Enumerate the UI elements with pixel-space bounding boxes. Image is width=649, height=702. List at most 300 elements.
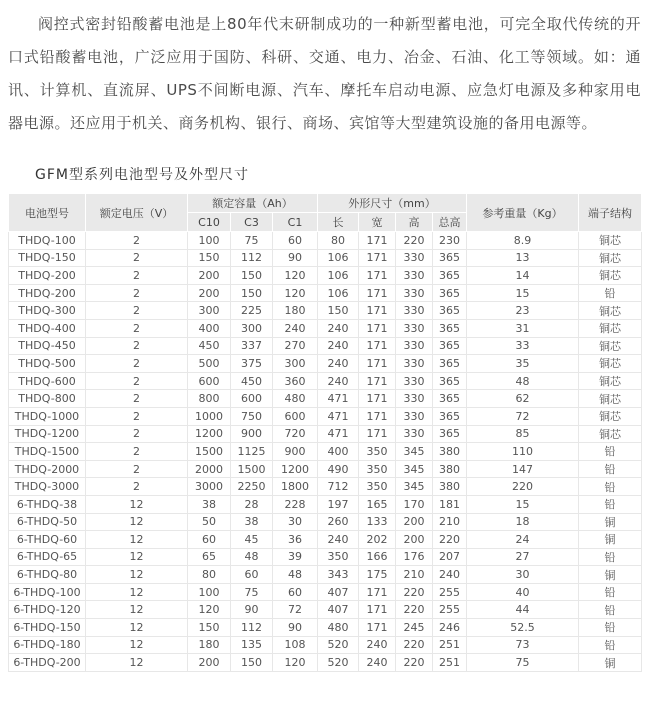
cell-length: 520 [318, 654, 359, 672]
cell-c10: 150 [188, 619, 231, 637]
cell-c3: 38 [231, 513, 273, 531]
cell-c10: 3000 [188, 478, 231, 496]
cell-c1: 60 [273, 583, 318, 601]
cell-width: 350 [359, 460, 396, 478]
cell-voltage: 2 [86, 319, 188, 337]
cell-total-height: 251 [433, 636, 467, 654]
col-header-capacity-group: 额定容量（Ah） [188, 194, 318, 213]
cell-c3: 150 [231, 654, 273, 672]
col-subheader-c3: C3 [231, 213, 273, 232]
cell-total-height: 255 [433, 583, 467, 601]
cell-total-height: 365 [433, 337, 467, 355]
cell-c10: 60 [188, 531, 231, 549]
cell-voltage: 2 [86, 407, 188, 425]
cell-total-height: 365 [433, 425, 467, 443]
table-row [9, 566, 642, 584]
cell-width: 240 [359, 636, 396, 654]
cell-c3: 225 [231, 302, 273, 320]
cell-c3: 337 [231, 337, 273, 355]
cell-total-height: 380 [433, 460, 467, 478]
cell-total-height: 365 [433, 407, 467, 425]
cell-c3: 75 [231, 583, 273, 601]
cell-c1: 720 [273, 425, 318, 443]
cell-height: 210 [396, 566, 433, 584]
cell-c10: 180 [188, 636, 231, 654]
cell-c1: 60 [273, 232, 318, 250]
cell-c1: 90 [273, 619, 318, 637]
table-row [9, 355, 642, 373]
cell-weight: 48 [467, 372, 579, 390]
cell-weight: 27 [467, 548, 579, 566]
cell-c1: 480 [273, 390, 318, 408]
cell-length: 80 [318, 232, 359, 250]
cell-terminal: 铜芯 [579, 302, 642, 320]
cell-height: 176 [396, 548, 433, 566]
cell-c3: 112 [231, 249, 273, 267]
table-row [9, 601, 642, 619]
cell-c3: 1500 [231, 460, 273, 478]
cell-c10: 65 [188, 548, 231, 566]
cell-total-height: 365 [433, 267, 467, 285]
cell-c3: 1125 [231, 443, 273, 461]
cell-c1: 108 [273, 636, 318, 654]
cell-c1: 270 [273, 337, 318, 355]
cell-c10: 1200 [188, 425, 231, 443]
cell-height: 330 [396, 319, 433, 337]
cell-length: 471 [318, 425, 359, 443]
cell-c3: 750 [231, 407, 273, 425]
cell-width: 171 [359, 319, 396, 337]
cell-model: THDQ-3000 [9, 478, 86, 496]
cell-weight: 33 [467, 337, 579, 355]
cell-terminal: 铅 [579, 636, 642, 654]
cell-c1: 600 [273, 407, 318, 425]
cell-c10: 200 [188, 284, 231, 302]
cell-weight: 24 [467, 531, 579, 549]
cell-c1: 72 [273, 601, 318, 619]
cell-c1: 228 [273, 495, 318, 513]
cell-width: 171 [359, 372, 396, 390]
cell-c1: 120 [273, 284, 318, 302]
cell-voltage: 2 [86, 372, 188, 390]
table-row [9, 407, 642, 425]
cell-height: 220 [396, 583, 433, 601]
cell-voltage: 12 [86, 548, 188, 566]
cell-weight: 30 [467, 566, 579, 584]
cell-length: 106 [318, 267, 359, 285]
cell-length: 480 [318, 619, 359, 637]
cell-voltage: 12 [86, 513, 188, 531]
cell-width: 171 [359, 249, 396, 267]
cell-terminal: 铅 [579, 601, 642, 619]
cell-terminal: 铜芯 [579, 267, 642, 285]
cell-c3: 600 [231, 390, 273, 408]
cell-c3: 150 [231, 267, 273, 285]
cell-height: 330 [396, 302, 433, 320]
cell-model: 6-THDQ-100 [9, 583, 86, 601]
cell-c1: 48 [273, 566, 318, 584]
cell-height: 330 [396, 267, 433, 285]
cell-total-height: 210 [433, 513, 467, 531]
cell-length: 240 [318, 337, 359, 355]
cell-terminal: 铅 [579, 478, 642, 496]
cell-length: 260 [318, 513, 359, 531]
cell-c3: 135 [231, 636, 273, 654]
cell-width: 171 [359, 302, 396, 320]
table-row [9, 249, 642, 267]
cell-weight: 75 [467, 654, 579, 672]
cell-c3: 112 [231, 619, 273, 637]
cell-terminal: 铜芯 [579, 355, 642, 373]
col-subheader-c10: C10 [188, 213, 231, 232]
cell-width: 171 [359, 232, 396, 250]
table-row [9, 372, 642, 390]
cell-weight: 110 [467, 443, 579, 461]
cell-c3: 450 [231, 372, 273, 390]
cell-width: 240 [359, 654, 396, 672]
cell-weight: 220 [467, 478, 579, 496]
table-row [9, 232, 642, 250]
cell-c3: 28 [231, 495, 273, 513]
cell-model: THDQ-1500 [9, 443, 86, 461]
cell-length: 490 [318, 460, 359, 478]
table-header [9, 194, 642, 232]
cell-c1: 1200 [273, 460, 318, 478]
cell-terminal: 铅 [579, 495, 642, 513]
cell-c10: 200 [188, 654, 231, 672]
col-header-weight: 参考重量（Kg） [467, 194, 579, 232]
cell-c1: 1800 [273, 478, 318, 496]
cell-weight: 23 [467, 302, 579, 320]
cell-terminal: 铅 [579, 619, 642, 637]
cell-terminal: 铜 [579, 531, 642, 549]
cell-width: 171 [359, 390, 396, 408]
cell-width: 171 [359, 355, 396, 373]
header-row-top [9, 194, 642, 213]
cell-terminal: 铜 [579, 654, 642, 672]
cell-length: 407 [318, 583, 359, 601]
cell-weight: 31 [467, 319, 579, 337]
cell-length: 350 [318, 548, 359, 566]
table-row [9, 284, 642, 302]
cell-height: 200 [396, 531, 433, 549]
table-row [9, 425, 642, 443]
cell-height: 220 [396, 232, 433, 250]
cell-height: 330 [396, 407, 433, 425]
table-row [9, 319, 642, 337]
cell-terminal: 铜芯 [579, 249, 642, 267]
cell-c10: 100 [188, 583, 231, 601]
cell-weight: 13 [467, 249, 579, 267]
cell-length: 712 [318, 478, 359, 496]
cell-c10: 38 [188, 495, 231, 513]
cell-c3: 2250 [231, 478, 273, 496]
cell-height: 345 [396, 443, 433, 461]
col-header-terminal: 端子结构 [579, 194, 642, 232]
cell-height: 345 [396, 478, 433, 496]
cell-terminal: 铅 [579, 548, 642, 566]
col-header-dimensions-group: 外形尺寸（mm） [318, 194, 467, 213]
cell-model: THDQ-600 [9, 372, 86, 390]
cell-height: 330 [396, 425, 433, 443]
cell-terminal: 铜芯 [579, 425, 642, 443]
cell-c10: 300 [188, 302, 231, 320]
table-row [9, 460, 642, 478]
cell-voltage: 2 [86, 390, 188, 408]
cell-model: 6-THDQ-38 [9, 495, 86, 513]
cell-model: THDQ-300 [9, 302, 86, 320]
cell-c10: 200 [188, 267, 231, 285]
cell-length: 150 [318, 302, 359, 320]
cell-weight: 72 [467, 407, 579, 425]
cell-terminal: 铜芯 [579, 337, 642, 355]
cell-height: 330 [396, 355, 433, 373]
cell-weight: 73 [467, 636, 579, 654]
cell-height: 330 [396, 390, 433, 408]
cell-c10: 400 [188, 319, 231, 337]
cell-width: 171 [359, 267, 396, 285]
cell-total-height: 365 [433, 249, 467, 267]
table-row [9, 636, 642, 654]
cell-height: 220 [396, 636, 433, 654]
cell-width: 171 [359, 601, 396, 619]
cell-width: 171 [359, 619, 396, 637]
table-row [9, 619, 642, 637]
cell-height: 170 [396, 495, 433, 513]
cell-model: 6-THDQ-200 [9, 654, 86, 672]
cell-height: 330 [396, 249, 433, 267]
cell-model: 6-THDQ-120 [9, 601, 86, 619]
cell-model: 6-THDQ-60 [9, 531, 86, 549]
cell-voltage: 12 [86, 583, 188, 601]
cell-weight: 18 [467, 513, 579, 531]
cell-c3: 150 [231, 284, 273, 302]
cell-height: 245 [396, 619, 433, 637]
cell-model: THDQ-1200 [9, 425, 86, 443]
cell-width: 171 [359, 425, 396, 443]
col-subheader-height: 高 [396, 213, 433, 232]
cell-c10: 100 [188, 232, 231, 250]
cell-width: 171 [359, 583, 396, 601]
cell-c10: 2000 [188, 460, 231, 478]
cell-total-height: 240 [433, 566, 467, 584]
cell-voltage: 12 [86, 495, 188, 513]
table-row [9, 478, 642, 496]
cell-total-height: 181 [433, 495, 467, 513]
table-row [9, 267, 642, 285]
cell-total-height: 365 [433, 372, 467, 390]
cell-c1: 39 [273, 548, 318, 566]
cell-c3: 300 [231, 319, 273, 337]
cell-height: 330 [396, 337, 433, 355]
cell-voltage: 2 [86, 460, 188, 478]
cell-width: 165 [359, 495, 396, 513]
cell-c3: 90 [231, 601, 273, 619]
col-header-model: 电池型号 [9, 194, 86, 232]
cell-terminal: 铅 [579, 443, 642, 461]
cell-c3: 900 [231, 425, 273, 443]
cell-width: 350 [359, 478, 396, 496]
cell-voltage: 12 [86, 531, 188, 549]
table-body [9, 232, 642, 672]
cell-c3: 75 [231, 232, 273, 250]
cell-width: 202 [359, 531, 396, 549]
cell-c1: 180 [273, 302, 318, 320]
cell-voltage: 2 [86, 232, 188, 250]
cell-length: 520 [318, 636, 359, 654]
cell-c10: 150 [188, 249, 231, 267]
cell-weight: 40 [467, 583, 579, 601]
cell-length: 240 [318, 531, 359, 549]
cell-voltage: 2 [86, 284, 188, 302]
cell-model: THDQ-450 [9, 337, 86, 355]
cell-c1: 900 [273, 443, 318, 461]
table-row [9, 531, 642, 549]
col-subheader-length: 长 [318, 213, 359, 232]
cell-c3: 45 [231, 531, 273, 549]
cell-voltage: 2 [86, 267, 188, 285]
cell-c1: 120 [273, 654, 318, 672]
cell-c10: 800 [188, 390, 231, 408]
cell-length: 197 [318, 495, 359, 513]
cell-terminal: 铜芯 [579, 407, 642, 425]
cell-voltage: 12 [86, 636, 188, 654]
table-row [9, 390, 642, 408]
cell-height: 200 [396, 513, 433, 531]
cell-weight: 85 [467, 425, 579, 443]
cell-terminal: 铅 [579, 284, 642, 302]
cell-terminal: 铅 [579, 460, 642, 478]
cell-total-height: 365 [433, 319, 467, 337]
cell-c1: 300 [273, 355, 318, 373]
cell-total-height: 246 [433, 619, 467, 637]
cell-height: 330 [396, 372, 433, 390]
table-row [9, 302, 642, 320]
cell-weight: 62 [467, 390, 579, 408]
col-header-voltage: 额定电压（V） [86, 194, 188, 232]
cell-width: 171 [359, 337, 396, 355]
cell-model: THDQ-100 [9, 232, 86, 250]
cell-height: 220 [396, 654, 433, 672]
cell-height: 330 [396, 284, 433, 302]
cell-c10: 450 [188, 337, 231, 355]
cell-terminal: 铜芯 [579, 319, 642, 337]
cell-model: THDQ-200 [9, 284, 86, 302]
cell-voltage: 12 [86, 619, 188, 637]
cell-weight: 8.9 [467, 232, 579, 250]
cell-total-height: 365 [433, 390, 467, 408]
cell-total-height: 365 [433, 302, 467, 320]
cell-voltage: 2 [86, 249, 188, 267]
cell-terminal: 铜 [579, 566, 642, 584]
cell-total-height: 255 [433, 601, 467, 619]
table-row [9, 495, 642, 513]
cell-c3: 60 [231, 566, 273, 584]
cell-model: THDQ-800 [9, 390, 86, 408]
cell-c1: 240 [273, 319, 318, 337]
cell-weight: 147 [467, 460, 579, 478]
cell-c10: 120 [188, 601, 231, 619]
cell-width: 171 [359, 284, 396, 302]
cell-voltage: 2 [86, 302, 188, 320]
cell-weight: 52.5 [467, 619, 579, 637]
cell-model: THDQ-200 [9, 267, 86, 285]
cell-voltage: 12 [86, 654, 188, 672]
cell-c10: 500 [188, 355, 231, 373]
cell-model: THDQ-500 [9, 355, 86, 373]
cell-weight: 15 [467, 495, 579, 513]
cell-voltage: 2 [86, 425, 188, 443]
cell-width: 171 [359, 407, 396, 425]
cell-width: 350 [359, 443, 396, 461]
cell-length: 240 [318, 355, 359, 373]
cell-c3: 375 [231, 355, 273, 373]
cell-voltage: 2 [86, 478, 188, 496]
cell-model: THDQ-1000 [9, 407, 86, 425]
cell-model: 6-THDQ-180 [9, 636, 86, 654]
battery-spec-table [8, 193, 642, 672]
cell-height: 345 [396, 460, 433, 478]
cell-voltage: 2 [86, 443, 188, 461]
cell-c1: 360 [273, 372, 318, 390]
cell-model: THDQ-400 [9, 319, 86, 337]
cell-total-height: 251 [433, 654, 467, 672]
cell-model: 6-THDQ-50 [9, 513, 86, 531]
cell-model: THDQ-2000 [9, 460, 86, 478]
cell-total-height: 365 [433, 355, 467, 373]
cell-weight: 35 [467, 355, 579, 373]
cell-c10: 1500 [188, 443, 231, 461]
table-row [9, 443, 642, 461]
table-row [9, 583, 642, 601]
cell-width: 175 [359, 566, 396, 584]
cell-weight: 14 [467, 267, 579, 285]
cell-c1: 120 [273, 267, 318, 285]
cell-length: 106 [318, 249, 359, 267]
cell-length: 240 [318, 372, 359, 390]
cell-voltage: 2 [86, 337, 188, 355]
cell-width: 133 [359, 513, 396, 531]
cell-terminal: 铅 [579, 583, 642, 601]
cell-width: 166 [359, 548, 396, 566]
table-row [9, 337, 642, 355]
col-subheader-c1: C1 [273, 213, 318, 232]
cell-c10: 600 [188, 372, 231, 390]
cell-c1: 36 [273, 531, 318, 549]
cell-total-height: 380 [433, 443, 467, 461]
intro-paragraph: 阀控式密封铅酸蓄电池是上80年代末研制成功的一种新型蓄电池，可完全取代传统的开口式铅酸蓄电池，广泛应用于国防、科研、交通、电力、冶金、石油、化工等领域。如：通讯、计算机、直流屏、UPS不间断电源、汽车、摩托车启动电源、应急灯电源及多种家用电器电源。还应用于机关、商务机构、银行、商场、宾馆等大型建筑设施的备用电源等。 [8, 15, 641, 132]
cell-length: 240 [318, 319, 359, 337]
cell-c10: 1000 [188, 407, 231, 425]
cell-terminal: 铜芯 [579, 232, 642, 250]
cell-total-height: 207 [433, 548, 467, 566]
table-row [9, 548, 642, 566]
cell-total-height: 230 [433, 232, 467, 250]
cell-c10: 50 [188, 513, 231, 531]
cell-terminal: 铜芯 [579, 390, 642, 408]
cell-c1: 90 [273, 249, 318, 267]
cell-length: 471 [318, 390, 359, 408]
cell-height: 220 [396, 601, 433, 619]
col-subheader-width: 宽 [359, 213, 396, 232]
cell-weight: 44 [467, 601, 579, 619]
table-title: GFM型系列电池型号及外型尺寸 [35, 167, 249, 183]
col-subheader-total-height: 总高 [433, 213, 467, 232]
cell-model: THDQ-150 [9, 249, 86, 267]
cell-length: 106 [318, 284, 359, 302]
cell-terminal: 铜芯 [579, 372, 642, 390]
cell-length: 407 [318, 601, 359, 619]
